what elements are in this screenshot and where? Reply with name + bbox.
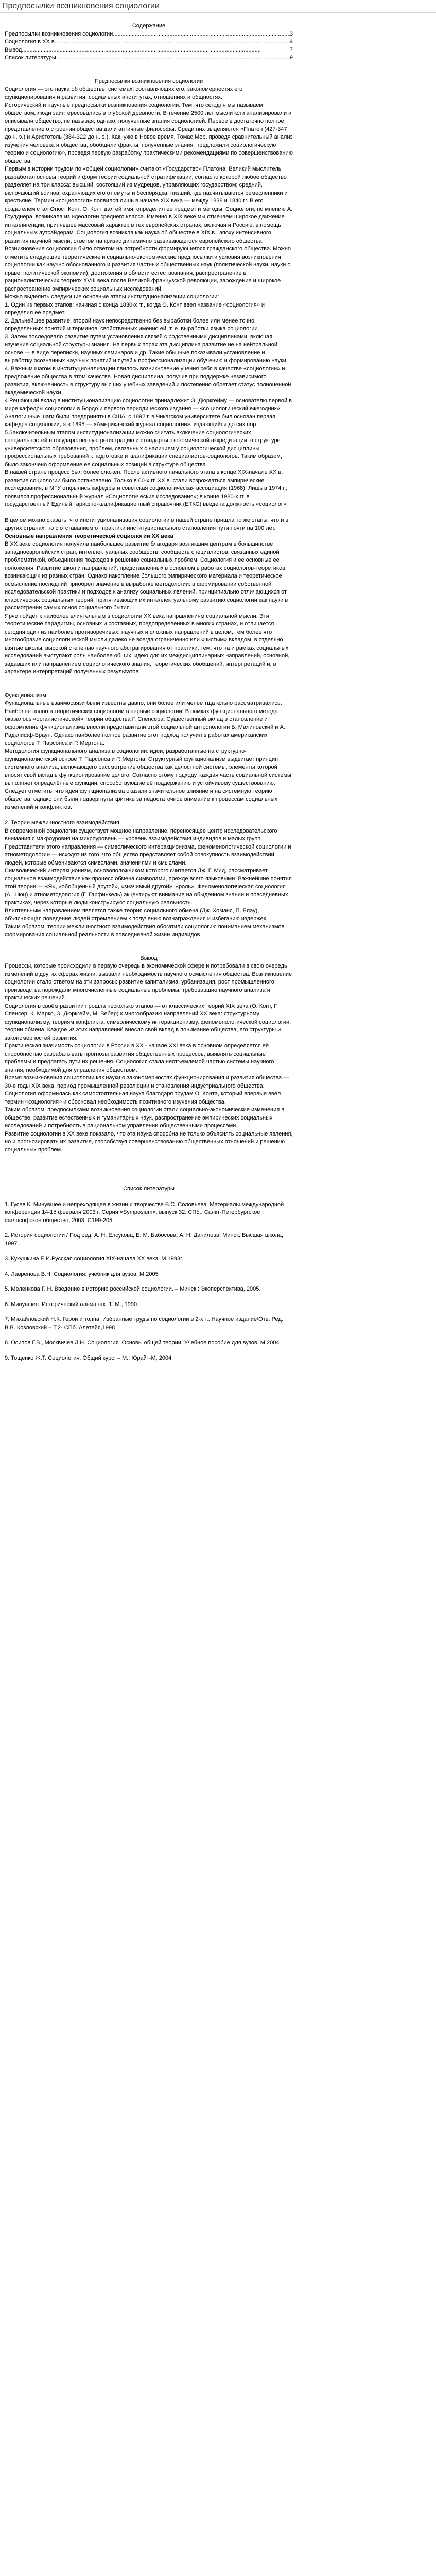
list-item: 2. Дальнейшее развитие: второй наук непосредственно без выработки более или менее точно определенных понятий и терминов, свойственных именно ей, т. е. выработки языка социологии. [5, 317, 259, 332]
reference-item: 4. Лаврёнова В.Н. Социология: учебник для вузов. М.2005 [5, 1270, 159, 1277]
section-heading: Предпосылки возникновения социологии [94, 78, 203, 84]
section-heading: Вывод [140, 955, 158, 961]
paragraph: В XX веке социология получила наибольшее развитие благодаря возникшим центрам в большинстве западноевропейских стран, интеллектуальных сообществ, сообществ специалистов, связанных единой проблематикой, объединения подходов к решению социальных проблем. Социология и ее основные ее положения. Развитие школ и направлений, представленных в основном в работах социологов-теоретиков, возникающих из разных стран. Однако накопление большого эмпирического материала и теоретическое осмысление последний приобрел значение в выработке методологии: в формировании собственной исследовательской практики и подходов к анализу социальных явлений, принципиально отличающихся от классических социальных теорий, притягивающих их интеллектуальному развитию социологии как науки в рассмотрении самых основ социального бытия. [5, 541, 288, 611]
paragraph: Развитие социологии в XX веке показало, что эта наука способна не только объяснять социальные явления, но и прогнозировать их развитие, способствуя совершенствованию общественных отношений и решению социальных проблем. [5, 1130, 293, 1153]
paragraph: Социология — это наука об обществе, системах, составляющих его, закономерностях его функционирования и развития, социальных институтах, отношениях и общностях. [5, 86, 243, 100]
list-item: 4. Важным шагом в институционализации явилось возникновение учения себя в качестве «социологии» и предложение общества в этом качестве. Новая дисциплина, получив при поддержке независимого развития, включенность в структуру высших учебных заведений и постепенно обретает статус полноценной академической науки. [5, 365, 291, 396]
reference-item: 8. Осипов Г.В., Москвичев Л.Н. Социология. Основы общей теории. Учебное пособие для вузов. М.2004 [5, 1340, 280, 1346]
paragraph: В современной социологии существует мощное направление, переносящее центр исследовательского внимания с макроуровня на микроуровень — уровень взаимодействия индивидов и малых групп. Представители этого направления — символического интеракционизма, феноменологической социологии и этнометодологии — исходят из того, что общество представляет собой совокупность взаимодействий людей, которые обмениваются символами, значениями и смыслами. [5, 827, 291, 866]
reference-item: 9. Тощенко Ж.Т. Социология. Общий курс. – М.: Юрайт-М, 2004 [5, 1354, 172, 1361]
reference-item: 7. Михайловский Н.К. Герои и толпа: Избранные труды по социологии в 2-х т.: Научное издание/Отв. Ред. В.В. Козловский – Т.2- СПб.:Алетейя,1998 [5, 1316, 283, 1331]
paragraph: Следует отметить, что идеи функционализма оказали значительное влияние и на системную теорию общества, однако они были подвергнуты критике за недостаточное внимание к процессам социальных изменений и конфликтов. [5, 788, 277, 810]
paragraph: В целом можно сказать, что институционализация социологии в нашей стране пришла то же этапы, что и в других странах, но с отставанием от практики институционального становления пути почти на 100 лет. [5, 517, 289, 531]
reference-list [5, 1201, 293, 1363]
page-title: Предпосылки возникновения социологии [2, 2, 160, 10]
paragraph: Таким образом, теории межличностного взаимодействия обогатили социологию пониманием механизмов формирования социальной реальности в повседневной жизни индивидов. [5, 923, 285, 938]
paragraph: Функциональные взаимосвязи были известны давно, они более или менее тщательно рассматривались. Наиболее полно в теоретических социологии в первые социологии. В рамках функционального метода оказалось «органистической» теории общества Г. Спенсера. Существенный вклад в становление и оформление функционализма внесли представители этой социальной антропологии Б. Малиновский и А. Радклифф-Браун. Однако наиболее полное развитие этот подход получил в работах американских социологов Т. Парсонса и Р. Мертона. [5, 700, 285, 747]
paragraph: Возникновение социологии было ответом на потребности формирующегося гражданского общества. Можно отметить следующие теоретические и социально-экономические предпосылки и условия возникновения социологии как научно обоснованного и развития частных общественных наук (политической науки, науки о праве, политической экономии), достижения в области естествознания, распространение в рационалистических теориях XVIII века после Великой французской революции, зарождение и широкое распространение эмпирических социальных исследований. [5, 246, 291, 292]
reference-item: 3. Кукушкина Е.И.Русская социология XIX-начала XX века. М.1993г. [5, 1256, 183, 1262]
toc-item[interactable]: Вывод ..... 7 [5, 46, 293, 55]
toc-list [5, 30, 293, 62]
paragraph: Ярче пойдёт к наиболее влиятельным в социологии XX века направлениям социальной мысли. Эти теоретические парадигмы, основных и составных, предопределённых в многих странах, и отличается сегодня один из наиболее противоречивых, научных и сложных направлений в целом, тем более что многообразие социологической мысли далеко не всегда ограниченно или «чистым» вкладом, в отдельно взятые школы, высокой степенью научного абстрагирования от практики, тем, что на и рамках социальных исследований выступают роль наиболее общих, идею для их междисциплинарных направлений, основной, задавших или направлением социологического знания, теоретических обобщений, интерпретаций и, в характере интерпретаций полученных результатов. [5, 613, 290, 675]
paragraph: Процессы, которые происходили в первую очередь в экономической сфере и потребовали в свою очередь изменений в других сферах жизни, вызвали необходимость научного осмысления общества. Возникновение социологии стало ответом на эти запросы: развитие капитализма, урбанизация, рост промышленного производства порождали многочисленные социальные проблемы, требовавшие научного анализа и практических решений. [5, 963, 292, 1001]
subsection-heading: 2. Теории межличностного взаимодействия [5, 820, 119, 826]
list-item: В нашей стране процесс был более сложен. После активного начального этапа в конце XIX-начале XX в. развитие социологии было остановлено. Только в 60-х гг. XX в. стали возрождаться эмпирические исследования, в МГУ открылись кафедры и советская социологическая ассоциация (1968). Лишь в 1974 г., появился профессиональный журнал «Социологические исследования»; в конце 1980-х гг. в государственный Единый тарифно-квалификационный справочник (ЕТКС) введена должность «социолог». [5, 469, 288, 507]
list-item: 5.Заключительным этапом институционализации можно считать включение социологических специальностей в государственную регистрацию и стандарты экономической аккредитации; в структуре университетского образования, проблем, связанных с наличием у социологической дисциплины профессиональных требований к подготовке и квалификации специалистов-социологов. Таким образом, было закончено оформление ее социальных позиций в структуре общества. [5, 429, 282, 468]
paragraph: Практическая значимость социологии в России в XX - начале XXI века в основном определяется её способностью разрабатывать прогнозы развития общественных процессов, выявлять социальные проблемы и предлагать пути их решения. Социология стала неотъемлемой частью системы научного знания, необходимой для управления обществом. [5, 1043, 274, 1073]
section-heading: Основные направления теоретической социологии XX века [5, 533, 173, 539]
toc-item[interactable]: Предпосылки возникновения социологии ..... 3 [5, 30, 293, 39]
header-divider [0, 12, 436, 13]
reference-item: 5. Меленкова Г. Н. Введение в историю российской социологии. – Минск.: Экоперспектива, 2005. [5, 1286, 261, 1292]
reference-item: 6. Минувшее. Исторический альманах. 1. М., 1990. [5, 1301, 139, 1308]
list-item: 4.Решающий вклад в институционализацию социологии принадлежит Э. Дюркгейму — основателю первой в мире кафедры социологии в Бордо и первого периодического издания — «социологический ежегодник». Аналогичные шаги были предприняты в США: с 1892 г. в Чикагском университете был основан первая кафедра социологии, а в 1895 — «Американский журнал социологии», издающийся до сих пор. [5, 397, 292, 428]
paragraph: Время возникновения социологии как науки о закономерностях функционирования и развития общества — 30-е годы XIX века, период промышленной революции и становления индустриального общества. Социология оформилась как самостоятельная наука благодаря трудам О. Конта, который впервые ввёл термин «социология» и обосновал необходимость позитивного изучения общества. [5, 1075, 289, 1105]
document-body [5, 14, 293, 1369]
list-item: 1. Один из первых этапов: начиная с конца 1830-х гг., когда О. Конт ввел название «социология» и определил ее предмет. [5, 301, 265, 316]
paragraph: Таким образом, предпосылками возникновения социологии стали социально-экономические изменения в обществе, развитие естественных и гуманитарных наук, распространение эмпирических социальных исследований и потребность в рациональном управлении общественными процессами. [5, 1107, 285, 1129]
paragraph: Можно выделить следующие основные этапы институционализации социологии: [5, 294, 219, 300]
subsection-heading: Функционализм [5, 692, 46, 699]
paragraph: Символический интеракционизм, основоположником которого считается Дж. Г. Мид, рассматривает социальное взаимодействие как процесс обмена символами, прежде всего языковыми. Важнейшие понятия этой теории — «Я», «обобщенный другой», «значимый другой», «роль». Феноменологическая социология (А. Шюц) и этнометодология (Г. Гарфинкель) акцентируют внимание на обыденном знании и повседневных практиках, через которые люди конструируют социальную реальность. [5, 868, 292, 906]
reference-item: 2. История социологии / Под ред. А. Н. Елсукова, Е. М. Бабосова, А. Н. Данилова. Минск: Высшая школа, 1997. [5, 1232, 283, 1247]
paragraph: Первым в истории трудом по «общей социологии» считают «Государство» Платона. Великий мыслитель разработал основы теорий и форм теории социальной стратификации, согласно которой любое общество разделяет на три класса: высший, состоящий из мудрецов, управляющих государством; средний, включающий воинов, охраняющих его от смуты и беспорядка; низший, где насчитываются ремесленники и крестьяне. Термин «социология» появился лишь в начале XIX века — между 1838 и 1840 гг. В его создателем стал Огюст Конт. О. Конт дал ей имя, определил ее предмет и методы. Социологи, по мнению А. Гоулднера, возникала из идеологии среднего класса. Именно в XIX веке мы отмечаем широкое движение интеллигенции, принявшее массовый характер в тех европейских странах, включая и Россию, в помощь социальным аутсайдерам. Социология возникла как наука об обществе в XIX в., эпоху интенсивного развития научной мысли, ответом на кризис динамично развивающегося европейского общества. [5, 166, 293, 244]
paragraph: Исторический и научные предпосылки возникновения социологии. Тем, что сегодня мы называем обществом, люди заинтересовались в глубокой древности. В течение 2500 лет мыслители анализировали и описывали общество, не называя, однако, полученные знания социологией. Первое в достаточно полное представление о строении общества дали античные философы. Среди них выделяются «Платон (427-347 до н. э.) и Аристотель (384-322 до н. э.). Как, уже в Новое время, Томас Мор, проведя сравнительный анализ изучения человека и общества, обобщили фракты, полученные знания, предложили социологическую теорию и социологию», проведя первую разработку практическими рекомендациями по совершенствованию общества. [5, 102, 293, 164]
toc-item[interactable]: Социология в XX в. ..... 4 [5, 38, 293, 46]
page-header [0, 0, 436, 13]
paragraph: Влиятельным направлением является также теория социального обмена (Дж. Хоманс, П. Блау), объясняющая поведение людей стремлением к получению вознаграждения и избеганию издержек. [5, 907, 268, 922]
paragraph: Социология в своём развитии прошла несколько этапов — от классических теорий XIX века (О. Конт, Г. Спенсер, К. Маркс, Э. Дюркгейм, М. Вебер) к многообразию направлений XX века: структурному функционализму, теориям конфликта, символическому интеракционизму, феноменологической социологии, теории обмена. Каждое из этих направлений внесло свой вклад в понимание общества, его структуры и закономерностей развития. [5, 1003, 291, 1041]
list-item: 3. Затем последовало развитие путем установления связей с родственными дисциплинами, включая изучение социальной структуры знания. На первых порах эта дисциплина развитие не на нейтральной основе — в виде переписки, научных семинаров и др. Такие обычные показывали установление и выработку осознанных научных понятий и путей к профессионализации обучению и формированию науки. [5, 333, 288, 364]
toc-item[interactable]: Список литературы ..... 9 [5, 54, 293, 62]
toc-heading: Содержание [132, 23, 166, 29]
reference-item: 1. Гусев К. Минувшее и непреходящее в жизни и творчестве В.С. Соловьева. Материалы международной конференции 14-15 февраля 2003 г. Серия «Symposium», выпуск 32. СПб.: Санкт-Петербургское философское общество, 2003. С199-205 [5, 1201, 284, 1224]
section-heading: Список литературы [123, 1185, 175, 1192]
paragraph: Методология функционального анализа в социологии: идеи, разработанные на структурно-функционалистской основе Т. Парсонса и Р. Мертона. Структурный функционализм выдвигает принцип системного анализа, включающего рассмотрение общества как целостной системы, элементы которой вносят свой вклад в функционирование целого. Согласно этому подходу, каждая часть социальной системы выполняет определённые функции, способствующие её поддержанию и устойчивому существованию. [5, 748, 291, 786]
